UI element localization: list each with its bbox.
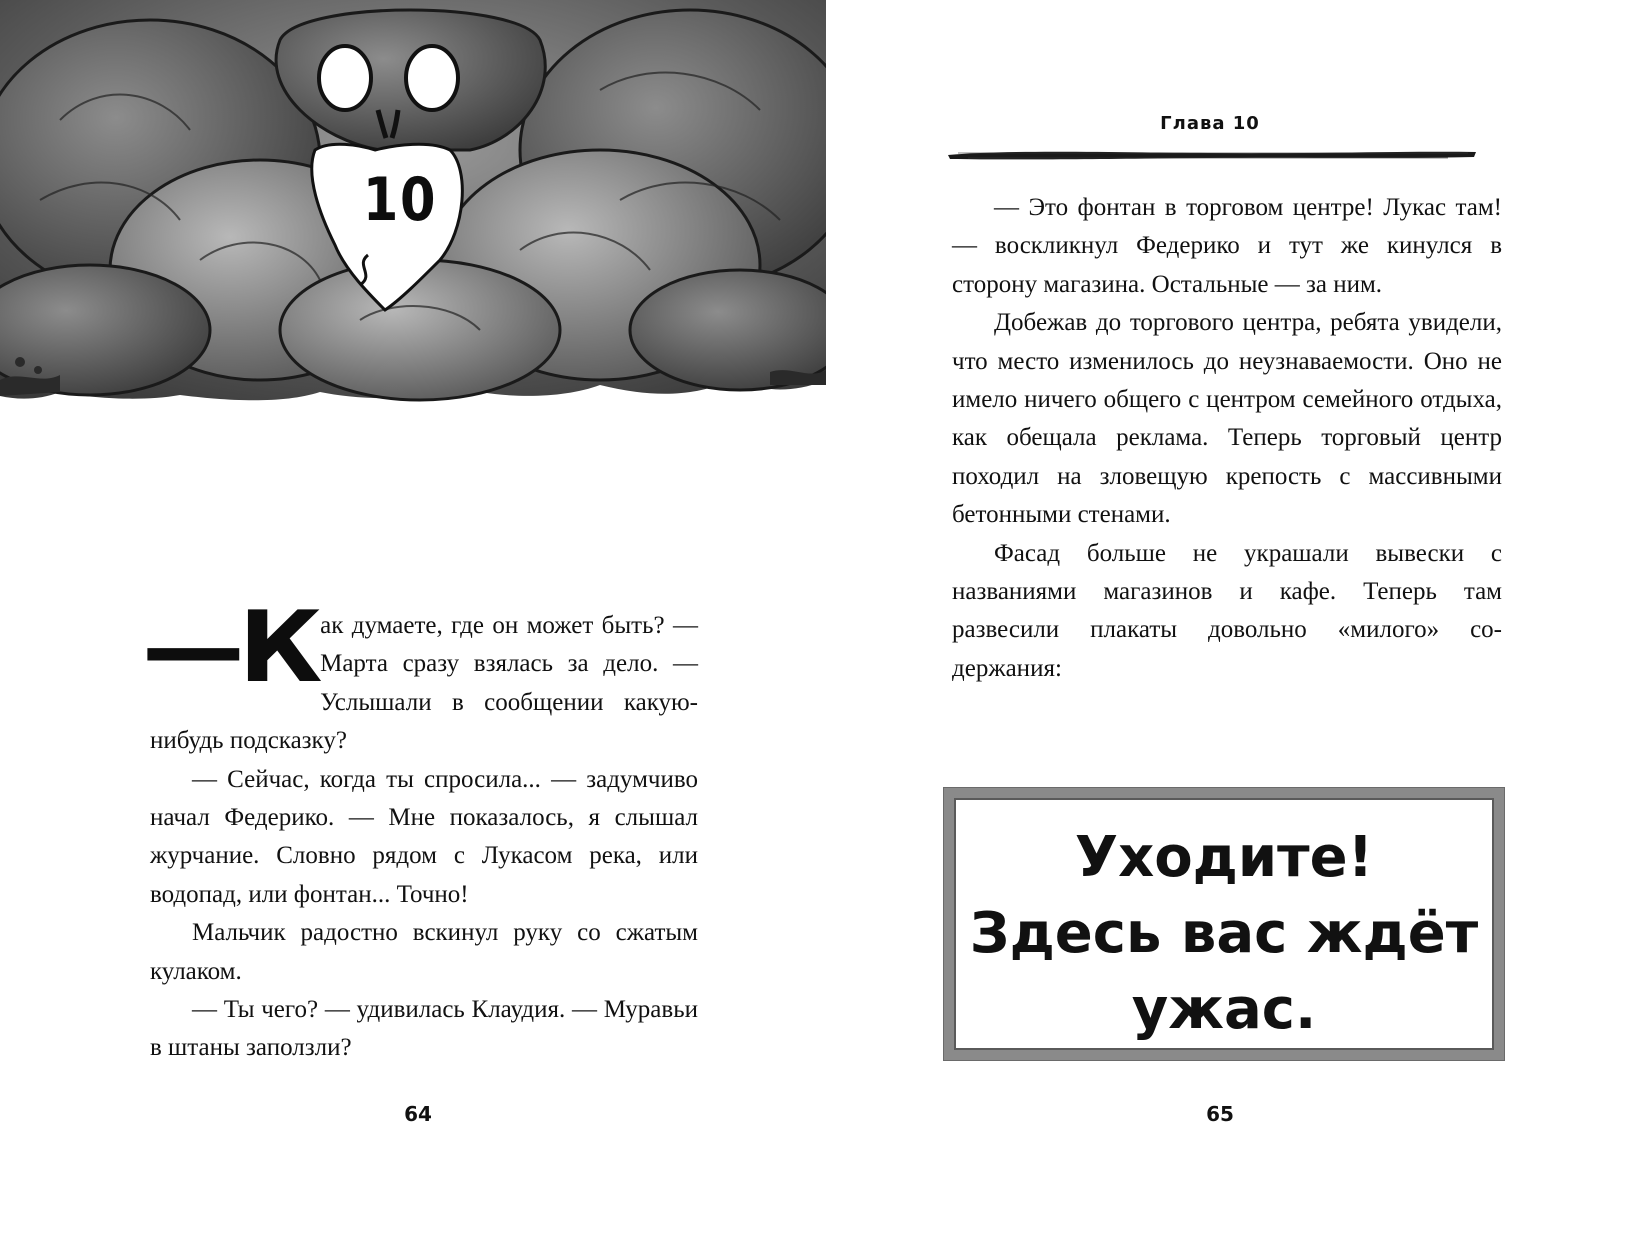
- sign-text: [954, 820, 1494, 1048]
- paragraph: ак думаете, где он может быть? — Марта сразу взялась за дело. — Услышали в сообщении какую-нибудь подсказку?: [150, 612, 698, 755]
- paragraph: — Сейчас, когда ты спросила... — задумчиво начал Федерико. — Мне показалось, я слышал журчание. Словно рядом с Лукасом река, или водопад, или фонтан... Точно!: [150, 765, 698, 908]
- running-head: Глава 10: [1160, 113, 1260, 134]
- paragraph: — Это фонтан в торговом центре! Лукас там! — воскликнул Федерико и тут же кинулся в сторону магазина. Остальные — за ним.: [952, 194, 1502, 298]
- paragraph: Добежав до торгового центра, ребята увидели, что место изменилось до неузнаваемости. Оно не имело ничего общего с центром семейного отдыха, как обещала реклама. Теперь торговый центр походил на зловещую крепость с массивными бетонными стенами.: [952, 309, 1502, 529]
- paragraph: Мальчик радостно вскинул руку со сжатым кулаком.: [150, 919, 698, 985]
- warning-sign: [944, 788, 1504, 1060]
- brush-stroke-icon: [948, 148, 1476, 162]
- left-page-text: [141, 591, 698, 1068]
- paragraph: — Ты чего? — удивилась Клаудия. — Муравьи в штаны заползли?: [150, 996, 698, 1062]
- right-page-text: [952, 189, 1502, 688]
- chapter-number: 10: [362, 165, 438, 235]
- sign-line: Уходите!: [1074, 825, 1374, 890]
- page-number-left: 64: [404, 1102, 432, 1126]
- sign-line: ужас.: [1131, 977, 1317, 1042]
- sign-line: Здесь вас ждёт: [969, 901, 1479, 966]
- smoke-monster-illustration: [0, 0, 826, 410]
- paragraph: Фасад больше не украшали вывески с названиями магазинов и кафе. Теперь там развесили плакаты довольно «милого» содержания:: [952, 539, 1502, 682]
- drop-cap: —К: [141, 591, 317, 705]
- page-number-right: 65: [1206, 1102, 1234, 1126]
